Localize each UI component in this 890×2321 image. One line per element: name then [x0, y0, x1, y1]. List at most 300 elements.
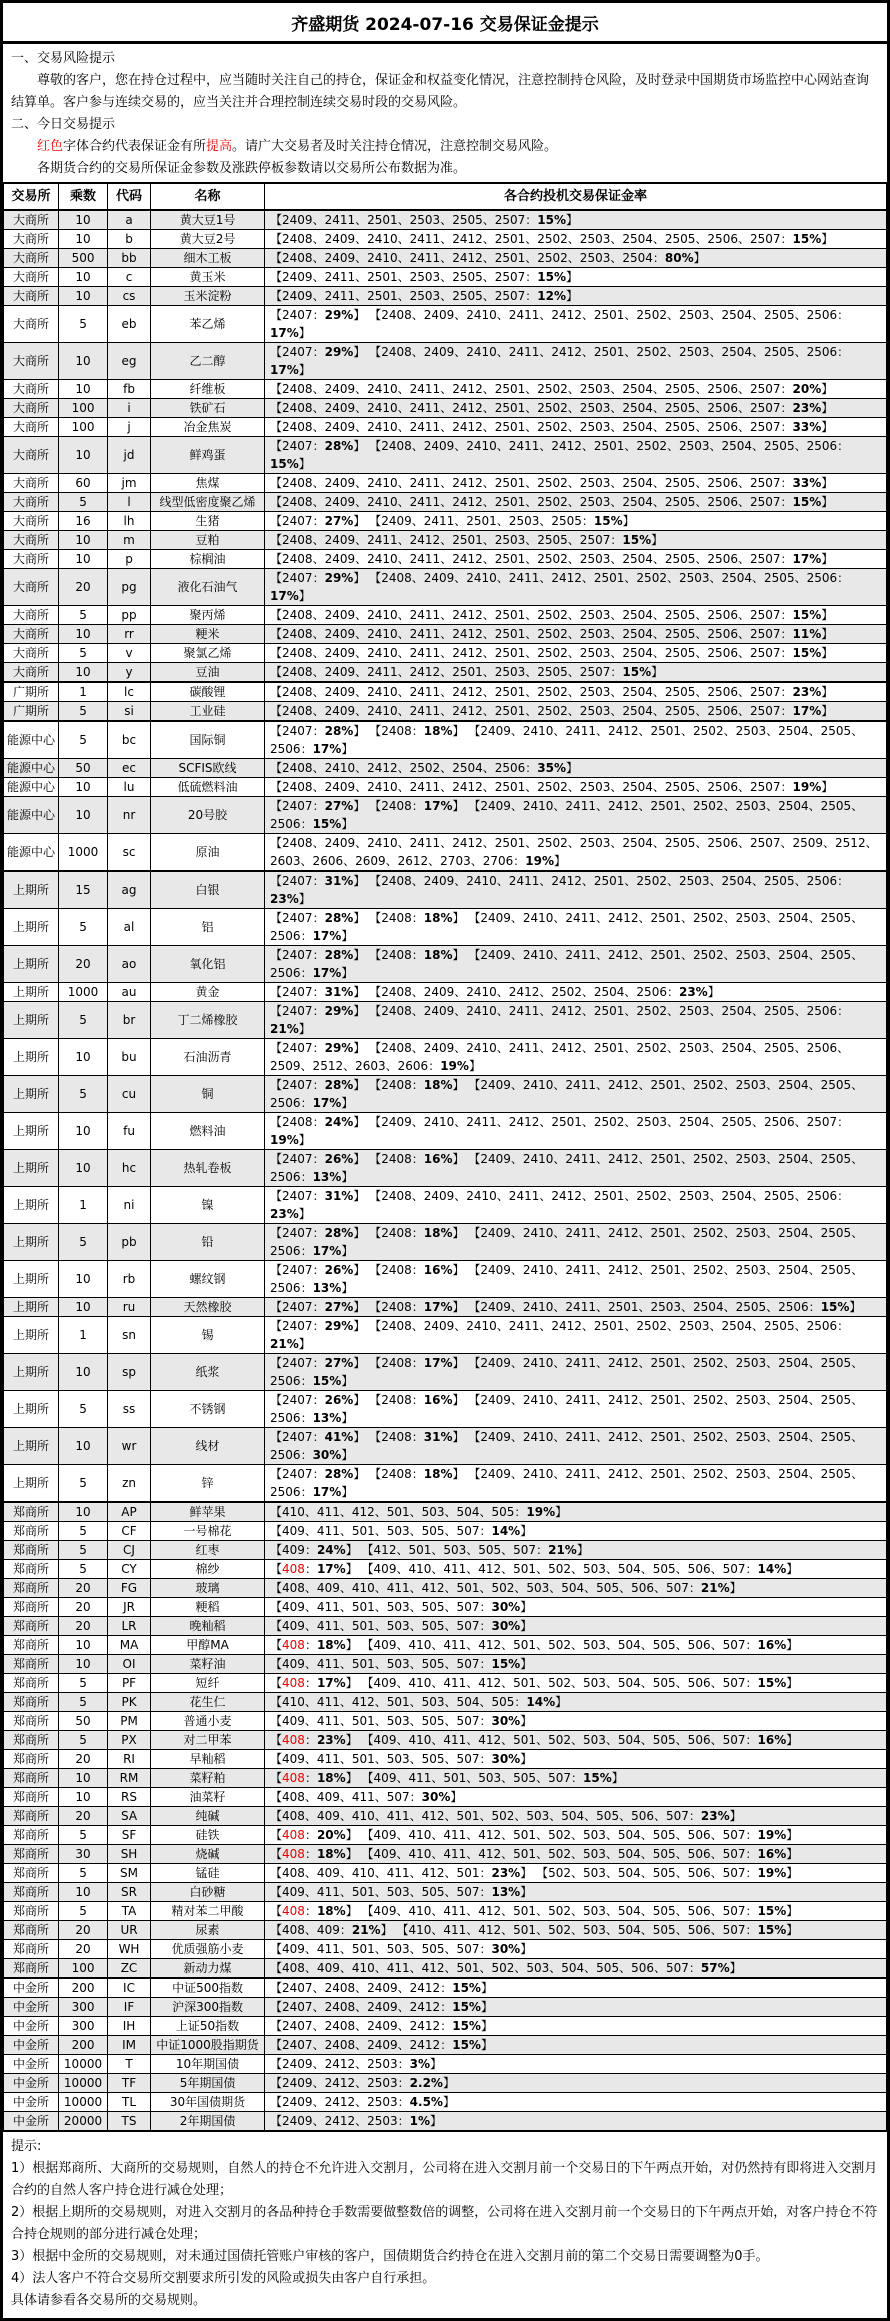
code-cell: si	[108, 702, 151, 722]
table-row	[4, 663, 887, 683]
multiplier-cell: 5	[59, 1076, 108, 1113]
exchange-cell: 上期所	[4, 946, 59, 983]
table-row	[4, 1502, 887, 1522]
table-row	[4, 380, 887, 399]
exchange-cell: 能源中心	[4, 834, 59, 872]
multiplier-cell: 10	[59, 797, 108, 834]
code-cell: ss	[108, 1391, 151, 1428]
exchange-cell: 郑商所	[4, 1750, 59, 1769]
multiplier-cell: 10	[59, 1039, 108, 1076]
margin-rates-cell: 【2407：29%】 【2408、2409、2410、2411、2412、2501、2502、2503、2504、2505、2506：17%】	[265, 343, 887, 380]
margin-rates-cell: 【2407：28%】 【2408：18%】 【2409、2410、2411、2412、2501、2502、2503、2504、2505、2506：17%】	[265, 909, 887, 946]
multiplier-cell: 1000	[59, 983, 108, 1002]
section1-heading: 一、交易风险提示	[11, 51, 116, 66]
multiplier-cell: 100	[59, 418, 108, 437]
margin-rates-cell: 【2408、2409、2410、2411、2412、2501、2502、2503、2504、2505、2506、2507：15%】	[265, 493, 887, 512]
table-row	[4, 1522, 887, 1541]
name-cell: 油菜籽	[151, 1788, 265, 1807]
multiplier-cell: 10	[59, 268, 108, 287]
exchange-cell: 上期所	[4, 1076, 59, 1113]
margin-rates-cell: 【2407：27%】 【2408：17%】 【2409、2410、2411、2412、2501、2502、2503、2504、2505、2506：15%】	[265, 797, 887, 834]
margin-rates-cell: 【2407：28%】 【2408、2409、2410、2411、2412、2501、2502、2503、2504、2505、2506：15%】	[265, 437, 887, 474]
margin-rates-cell: 【2408、2409、2410、2411、2412、2501、2502、2503、2504、2505、2506、2507：17%】	[265, 550, 887, 569]
code-cell: bb	[108, 249, 151, 268]
table-row	[4, 1261, 887, 1298]
code-cell: sp	[108, 1354, 151, 1391]
name-cell: 铁矿石	[151, 399, 265, 418]
name-cell: 菜籽粕	[151, 1769, 265, 1788]
code-cell: jd	[108, 437, 151, 474]
exchange-cell: 能源中心	[4, 759, 59, 778]
margin-rates-cell: 【2408、2409、2410、2411、2412、2501、2502、2503、2504、2505、2506、2507：33%】	[265, 474, 887, 493]
multiplier-cell: 20000	[59, 2112, 108, 2132]
exchange-cell: 大商所	[4, 531, 59, 550]
multiplier-cell: 10	[59, 1298, 108, 1317]
name-cell: 黄大豆1号	[151, 210, 265, 230]
multiplier-cell: 5	[59, 306, 108, 343]
exchange-cell: 郑商所	[4, 1636, 59, 1655]
exchange-cell: 中金所	[4, 2055, 59, 2074]
code-cell: WH	[108, 1940, 151, 1959]
name-cell: 铜	[151, 1076, 265, 1113]
exchange-cell: 大商所	[4, 474, 59, 493]
margin-rates-cell: 【408：17%】 【409、410、411、412、501、502、503、504、505、506、507：14%】	[265, 1560, 887, 1579]
code-cell: RM	[108, 1769, 151, 1788]
exchange-cell: 中金所	[4, 2093, 59, 2112]
table-row	[4, 625, 887, 644]
table-row	[4, 2055, 887, 2074]
table-row	[4, 1002, 887, 1039]
name-cell: 苯乙烯	[151, 306, 265, 343]
name-cell: 聚氯乙烯	[151, 644, 265, 663]
exchange-cell: 能源中心	[4, 797, 59, 834]
code-cell: lc	[108, 682, 151, 702]
exchange-cell: 上期所	[4, 1465, 59, 1503]
name-cell: 短纤	[151, 1674, 265, 1693]
margin-rates-cell: 【2409、2412、2503：4.5%】	[265, 2093, 887, 2112]
margin-table	[3, 182, 887, 2132]
exchange-cell: 上期所	[4, 1002, 59, 1039]
exchange-cell: 郑商所	[4, 1617, 59, 1636]
code-cell: TL	[108, 2093, 151, 2112]
exchange-cell: 中金所	[4, 2112, 59, 2132]
margin-rates-cell: 【408、409、410、411、412、501、502、503、504、505、506、507：23%】	[265, 1807, 887, 1826]
table-row	[4, 682, 887, 702]
name-cell: 晚籼稻	[151, 1617, 265, 1636]
exchange-cell: 郑商所	[4, 1902, 59, 1921]
margin-rates-cell: 【2408、2409、2410、2411、2412、2501、2502、2503、2504、2505、2506、2507：15%】	[265, 644, 887, 663]
margin-rates-cell: 【2407、2408、2409、2412：15%】	[265, 1998, 887, 2017]
code-cell: fu	[108, 1113, 151, 1150]
exchange-cell: 大商所	[4, 418, 59, 437]
name-cell: 聚丙烯	[151, 606, 265, 625]
code-cell: IF	[108, 1998, 151, 2017]
name-cell: 棉纱	[151, 1560, 265, 1579]
table-row	[4, 474, 887, 493]
margin-rates-cell: 【2407：28%】 【2408：18%】 【2409、2410、2411、2412、2501、2502、2503、2504、2505、2506：17%】	[265, 946, 887, 983]
code-cell: CF	[108, 1522, 151, 1541]
margin-rates-cell: 【2407：28%】 【2408：18%】 【2409、2410、2411、2412、2501、2502、2503、2504、2505、2506：17%】	[265, 1224, 887, 1261]
exchange-cell: 上期所	[4, 909, 59, 946]
code-cell: al	[108, 909, 151, 946]
margin-rates-cell: 【2408、2409、2411、2412、2501、2503、2505、2507：15%】	[265, 663, 887, 683]
name-cell: 一号棉花	[151, 1522, 265, 1541]
table-row	[4, 2093, 887, 2112]
table-row	[4, 606, 887, 625]
margin-rates-cell: 【408：20%】 【409、410、411、412、501、502、503、504、505、506、507：19%】	[265, 1826, 887, 1845]
multiplier-cell: 5	[59, 1541, 108, 1560]
name-cell: 丁二烯橡胶	[151, 1002, 265, 1039]
margin-rates-cell: 【410、411、412、501、503、504、505：14%】	[265, 1693, 887, 1712]
multiplier-cell: 10	[59, 437, 108, 474]
name-cell: 铅	[151, 1224, 265, 1261]
name-cell: 尿素	[151, 1921, 265, 1940]
table-row	[4, 1428, 887, 1465]
exchange-cell: 大商所	[4, 210, 59, 230]
margin-rates-cell: 【2409、2412、2503：2.2%】	[265, 2074, 887, 2093]
code-cell: bu	[108, 1039, 151, 1076]
exchange-cell: 郑商所	[4, 1845, 59, 1864]
table-row	[4, 1224, 887, 1261]
code-cell: sn	[108, 1317, 151, 1354]
table-row	[4, 1465, 887, 1503]
exchange-cell: 郑商所	[4, 1731, 59, 1750]
code-cell: LR	[108, 1617, 151, 1636]
multiplier-cell: 5	[59, 721, 108, 759]
multiplier-cell: 5	[59, 1826, 108, 1845]
col-header-multiplier: 乘数	[59, 183, 108, 210]
margin-rates-cell: 【2408：24%】 【2409、2410、2411、2412、2501、2502、2503、2504、2505、2506、2507：19%】	[265, 1113, 887, 1150]
margin-rates-cell: 【2407、2408、2409、2412：15%】	[265, 2036, 887, 2055]
code-cell: br	[108, 1002, 151, 1039]
name-cell: 5年期国债	[151, 2074, 265, 2093]
table-row	[4, 268, 887, 287]
exchange-cell: 广期所	[4, 682, 59, 702]
name-cell: 镍	[151, 1187, 265, 1224]
name-cell: 冶金焦炭	[151, 418, 265, 437]
exchange-cell: 上期所	[4, 983, 59, 1002]
code-cell: hc	[108, 1150, 151, 1187]
exchange-cell: 大商所	[4, 606, 59, 625]
margin-rates-cell: 【2407：29%】 【2408、2409、2410、2411、2412、2501、2502、2503、2504、2505、2506：17%】	[265, 306, 887, 343]
exchange-cell: 大商所	[4, 287, 59, 306]
multiplier-cell: 500	[59, 249, 108, 268]
footer-note: 4）法人客户不符合交易所交割要求所引发的风险或损失由客户自行承担。	[11, 2271, 436, 2286]
code-cell: IC	[108, 1978, 151, 1998]
name-cell: 玉米淀粉	[151, 287, 265, 306]
table-row	[4, 2112, 887, 2132]
page-title: 齐盛期货 2024-07-16 交易保证金提示	[3, 3, 887, 44]
table-row	[4, 1959, 887, 1979]
name-cell: 豆粕	[151, 531, 265, 550]
multiplier-cell: 5	[59, 1693, 108, 1712]
table-row	[4, 1998, 887, 2017]
name-cell: 普通小麦	[151, 1712, 265, 1731]
table-row	[4, 1940, 887, 1959]
table-row	[4, 1807, 887, 1826]
name-cell: 10年期国债	[151, 2055, 265, 2074]
multiplier-cell: 5	[59, 1674, 108, 1693]
exchange-cell: 上期所	[4, 1391, 59, 1428]
multiplier-cell: 5	[59, 1391, 108, 1428]
exchange-cell: 上期所	[4, 1187, 59, 1224]
multiplier-cell: 10	[59, 1113, 108, 1150]
multiplier-cell: 10000	[59, 2093, 108, 2112]
margin-rates-cell: 【2408、2409、2410、2411、2412、2501、2502、2503、2504、2505、2506、2507：11%】	[265, 625, 887, 644]
table-row	[4, 210, 887, 230]
code-cell: zn	[108, 1465, 151, 1503]
table-row	[4, 1617, 887, 1636]
multiplier-cell: 10000	[59, 2055, 108, 2074]
multiplier-cell: 5	[59, 606, 108, 625]
name-cell: 螺纹钢	[151, 1261, 265, 1298]
code-cell: v	[108, 644, 151, 663]
exchange-cell: 广期所	[4, 702, 59, 722]
margin-rates-cell: 【2408、2409、2410、2411、2412、2501、2502、2503、2504、2505、2506、2507：23%】	[265, 399, 887, 418]
margin-rates-cell: 【2407、2408、2409、2412：15%】	[265, 2017, 887, 2036]
table-row	[4, 1317, 887, 1354]
exchange-cell: 郑商所	[4, 1788, 59, 1807]
code-cell: OI	[108, 1655, 151, 1674]
exchange-cell: 郑商所	[4, 1522, 59, 1541]
code-cell: cu	[108, 1076, 151, 1113]
exchange-cell: 上期所	[4, 1113, 59, 1150]
footer-notes-section	[3, 2132, 887, 2318]
exchange-cell: 上期所	[4, 1317, 59, 1354]
margin-rates-cell: 【2409、2411、2501、2503、2505、2507：15%】	[265, 210, 887, 230]
multiplier-cell: 1000	[59, 834, 108, 872]
table-row	[4, 1113, 887, 1150]
code-cell: j	[108, 418, 151, 437]
multiplier-cell: 10	[59, 1655, 108, 1674]
margin-rates-cell: 【408：23%】 【409、410、411、412、501、502、503、504、505、506、507：16%】	[265, 1731, 887, 1750]
code-cell: au	[108, 983, 151, 1002]
margin-rates-cell: 【2408、2409、2410、2411、2412、2501、2502、2503、2504、2505、2506、2507：33%】	[265, 418, 887, 437]
name-cell: 黄大豆2号	[151, 230, 265, 249]
exchange-cell: 郑商所	[4, 1712, 59, 1731]
margin-rates-cell: 【2408、2409、2410、2411、2412、2501、2502、2503、2504：80%】	[265, 249, 887, 268]
exchange-cell: 郑商所	[4, 1560, 59, 1579]
col-header-margin-rates: 各合约投机交易保证金率	[265, 183, 887, 210]
name-cell: 线型低密度聚乙烯	[151, 493, 265, 512]
multiplier-cell: 10	[59, 1428, 108, 1465]
name-cell: 玻璃	[151, 1579, 265, 1598]
code-cell: RS	[108, 1788, 151, 1807]
code-cell: PF	[108, 1674, 151, 1693]
margin-rates-cell: 【2409、2412、2503：3%】	[265, 2055, 887, 2074]
code-cell: c	[108, 268, 151, 287]
exchange-cell: 上期所	[4, 1428, 59, 1465]
margin-rates-cell: 【408、409、410、411、412、501、502、503、504、505、506、507：57%】	[265, 1959, 887, 1979]
code-cell: PM	[108, 1712, 151, 1731]
table-row	[4, 1921, 887, 1940]
margin-rates-cell: 【408：18%】 【409、410、411、412、501、502、503、504、505、506、507：16%】	[265, 1636, 887, 1655]
name-cell: 20号胶	[151, 797, 265, 834]
margin-rates-cell: 【408、409、410、411、412、501、502、503、504、505、506、507：21%】	[265, 1579, 887, 1598]
multiplier-cell: 5	[59, 1522, 108, 1541]
table-row	[4, 343, 887, 380]
name-cell: 花生仁	[151, 1693, 265, 1712]
code-cell: cs	[108, 287, 151, 306]
section1-body: 尊敬的客户，您在持仓过程中，应当随时关注自己的持仓，保证金和权益变化情况，注意控制持仓风险，及时登录中国期货市场监控中心网站查询结算单。客户参与连续交易的，应当关注并合理控制连续交易时段的交易风险。	[11, 73, 870, 110]
name-cell: 30年国债期货	[151, 2093, 265, 2112]
exchange-cell: 郑商所	[4, 1769, 59, 1788]
code-cell: m	[108, 531, 151, 550]
exchange-cell: 大商所	[4, 512, 59, 531]
name-cell: 生猪	[151, 512, 265, 531]
code-cell: TF	[108, 2074, 151, 2093]
table-row	[4, 834, 887, 872]
multiplier-cell: 5	[59, 493, 108, 512]
name-cell: 优质强筋小麦	[151, 1940, 265, 1959]
section2-heading: 二、今日交易提示	[11, 117, 116, 132]
code-cell: lh	[108, 512, 151, 531]
code-cell: pb	[108, 1224, 151, 1261]
margin-rates-cell: 【2407：26%】 【2408：16%】 【2409、2410、2411、2412、2501、2502、2503、2504、2505、2506：13%】	[265, 1391, 887, 1428]
table-row	[4, 1712, 887, 1731]
margin-rates-cell: 【2409、2411、2501、2503、2505、2507：15%】	[265, 268, 887, 287]
code-cell: b	[108, 230, 151, 249]
col-header-code: 代码	[108, 183, 151, 210]
code-cell: rb	[108, 1261, 151, 1298]
exchange-cell: 中金所	[4, 2074, 59, 2093]
name-cell: 2年期国债	[151, 2112, 265, 2132]
margin-rates-cell: 【2407：29%】 【2408、2409、2410、2411、2412、2501、2502、2503、2504、2505、2506：21%】	[265, 1317, 887, 1354]
table-row	[4, 871, 887, 909]
multiplier-cell: 10000	[59, 2074, 108, 2093]
name-cell: 国际铜	[151, 721, 265, 759]
code-cell: eb	[108, 306, 151, 343]
name-cell: 热轧卷板	[151, 1150, 265, 1187]
name-cell: 铝	[151, 909, 265, 946]
table-row	[4, 306, 887, 343]
name-cell: 沪深300指数	[151, 1998, 265, 2017]
name-cell: 硅铁	[151, 1826, 265, 1845]
name-cell: 天然橡胶	[151, 1298, 265, 1317]
table-row	[4, 1298, 887, 1317]
multiplier-cell: 50	[59, 759, 108, 778]
table-row	[4, 1076, 887, 1113]
name-cell: 乙二醇	[151, 343, 265, 380]
exchange-cell: 上期所	[4, 1039, 59, 1076]
multiplier-cell: 30	[59, 1845, 108, 1864]
table-row	[4, 759, 887, 778]
margin-rates-cell: 【2408、2409、2411、2412、2501、2503、2505、2507：15%】	[265, 531, 887, 550]
multiplier-cell: 5	[59, 1224, 108, 1261]
name-cell: 黄金	[151, 983, 265, 1002]
margin-rates-cell: 【409、411、501、503、505、507：30%】	[265, 1940, 887, 1959]
multiplier-cell: 5	[59, 1864, 108, 1883]
margin-rates-cell: 【2408、2409、2410、2411、2412、2501、2502、2503、2504、2505、2506、2507：23%】	[265, 682, 887, 702]
multiplier-cell: 10	[59, 287, 108, 306]
multiplier-cell: 10	[59, 1502, 108, 1522]
table-row	[4, 2036, 887, 2055]
margin-rates-cell: 【409、411、501、503、505、507：14%】	[265, 1522, 887, 1541]
table-row	[4, 1769, 887, 1788]
exchange-cell: 郑商所	[4, 1921, 59, 1940]
exchange-cell: 郑商所	[4, 1502, 59, 1522]
exchange-cell: 大商所	[4, 569, 59, 606]
margin-rates-cell: 【2407：27%】 【2408：17%】 【2409、2410、2411、2412、2501、2502、2503、2504、2505、2506：15%】	[265, 1354, 887, 1391]
code-cell: FG	[108, 1579, 151, 1598]
exchange-cell: 郑商所	[4, 1826, 59, 1845]
multiplier-cell: 5	[59, 702, 108, 722]
code-cell: bc	[108, 721, 151, 759]
table-row	[4, 249, 887, 268]
code-cell: i	[108, 399, 151, 418]
margin-rates-cell: 【408、409、411、507：30%】	[265, 1788, 887, 1807]
name-cell: 粳米	[151, 625, 265, 644]
margin-rates-cell: 【408、409：21%】 【410、411、412、501、502、503、504、505、506、507：15%】	[265, 1921, 887, 1940]
table-row	[4, 2074, 887, 2093]
margin-rates-cell: 【2409、2412、2503：1%】	[265, 2112, 887, 2132]
exchange-cell: 大商所	[4, 493, 59, 512]
table-row	[4, 797, 887, 834]
exchange-cell: 大商所	[4, 644, 59, 663]
code-cell: MA	[108, 1636, 151, 1655]
table-row	[4, 1636, 887, 1655]
exchange-cell: 大商所	[4, 306, 59, 343]
table-row	[4, 1750, 887, 1769]
margin-rates-cell: 【2409、2411、2501、2503、2505、2507：12%】	[265, 287, 887, 306]
table-row	[4, 644, 887, 663]
exchange-cell: 郑商所	[4, 1598, 59, 1617]
margin-rates-cell: 【410、411、412、501、503、504、505：19%】	[265, 1502, 887, 1522]
multiplier-cell: 20	[59, 1617, 108, 1636]
margin-rates-cell: 【2408、2409、2410、2411、2412、2501、2502、2503、2504、2505、2506、2507：20%】	[265, 380, 887, 399]
name-cell: 石油沥青	[151, 1039, 265, 1076]
multiplier-cell: 10	[59, 1354, 108, 1391]
name-cell: 新动力煤	[151, 1959, 265, 1979]
code-cell: ZC	[108, 1959, 151, 1979]
name-cell: 低硫燃料油	[151, 778, 265, 797]
multiplier-cell: 300	[59, 1998, 108, 2017]
margin-rates-cell: 【408：18%】 【409、410、411、412、501、502、503、504、505、506、507：15%】	[265, 1902, 887, 1921]
code-cell: a	[108, 210, 151, 230]
margin-rates-cell: 【2407：29%】 【2408、2409、2410、2411、2412、2501、2502、2503、2504、2505、2506：17%】	[265, 569, 887, 606]
code-cell: wr	[108, 1428, 151, 1465]
margin-rates-cell: 【2407：28%】 【2408：18%】 【2409、2410、2411、2412、2501、2502、2503、2504、2505、2506：17%】	[265, 1076, 887, 1113]
col-header-exchange: 交易所	[4, 183, 59, 210]
margin-rates-cell: 【2407：27%】 【2409、2411、2501、2503、2505：15%】	[265, 512, 887, 531]
margin-rates-cell: 【409、411、501、503、505、507：30%】	[265, 1750, 887, 1769]
multiplier-cell: 300	[59, 2017, 108, 2036]
margin-rates-cell: 【2408、2409、2410、2411、2412、2501、2502、2503、2504、2505、2506、2507：19%】	[265, 778, 887, 797]
multiplier-cell: 5	[59, 1002, 108, 1039]
margin-rates-cell: 【2408、2409、2410、2411、2412、2501、2502、2503、2504、2505、2506、2507：15%】	[265, 230, 887, 249]
exchange-cell: 郑商所	[4, 1883, 59, 1902]
name-cell: 红枣	[151, 1541, 265, 1560]
table-row	[4, 702, 887, 722]
multiplier-cell: 20	[59, 1921, 108, 1940]
multiplier-cell: 10	[59, 1769, 108, 1788]
margin-rates-cell: 【2407：26%】 【2408：16%】 【2409、2410、2411、2412、2501、2502、2503、2504、2505、2506：13%】	[265, 1261, 887, 1298]
code-cell: jm	[108, 474, 151, 493]
code-cell: CY	[108, 1560, 151, 1579]
multiplier-cell: 1	[59, 1317, 108, 1354]
name-cell: 氧化铝	[151, 946, 265, 983]
name-cell: 细木工板	[151, 249, 265, 268]
multiplier-cell: 15	[59, 871, 108, 909]
margin-rates-cell: 【408：17%】 【409、410、411、412、501、502、503、504、505、506、507：15%】	[265, 1674, 887, 1693]
table-row	[4, 1579, 887, 1598]
margin-rates-cell: 【408：18%】 【409、411、501、503、505、507：15%】	[265, 1769, 887, 1788]
multiplier-cell: 10	[59, 531, 108, 550]
name-cell: 精对苯二甲酸	[151, 1902, 265, 1921]
code-cell: SM	[108, 1864, 151, 1883]
table-row	[4, 1598, 887, 1617]
code-cell: T	[108, 2055, 151, 2074]
